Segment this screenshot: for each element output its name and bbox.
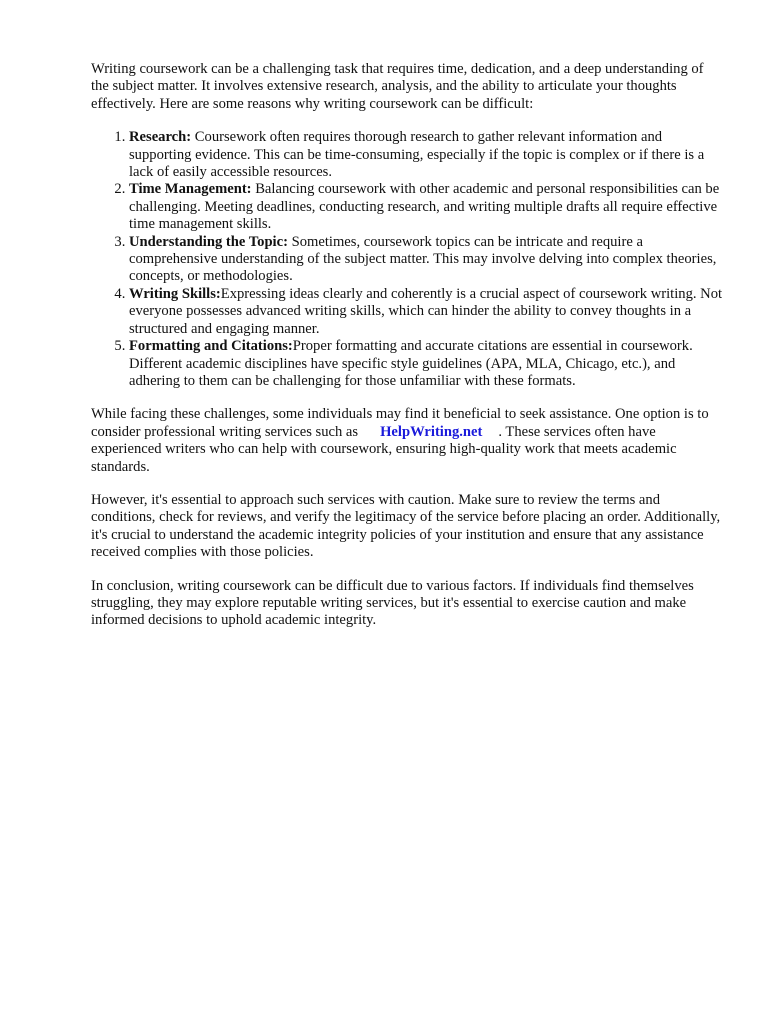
- reason-term: Writing Skills:: [129, 285, 221, 302]
- document-page: [91, 61, 723, 646]
- intro-paragraph: Writing coursework can be a challenging task that requires time, dedication, and a deep understanding of the subject matter. It involves extensive research, analysis, and the ability to articulate your thoughts effectively. Here are some reasons why writing coursework can be difficult:: [91, 61, 704, 112]
- reasons-list: [91, 129, 723, 390]
- assistance-paragraph: [91, 406, 723, 476]
- reason-text: Sometimes, coursework topics can be intricate and require a comprehensive understanding of the subject matter. This may involve delving into complex theories, concepts, or methodologies.: [129, 233, 717, 285]
- reason-term: Time Management:: [129, 181, 252, 198]
- reason-term: Formatting and Citations:: [129, 338, 293, 355]
- list-item: [129, 181, 723, 233]
- reason-text: Balancing coursework with other academic and personal responsibilities can be challenging. Meeting deadlines, conducting research, and writing multiple drafts all require effective time management skills.: [129, 181, 720, 233]
- list-item: [129, 286, 723, 338]
- list-item: [129, 129, 723, 181]
- reason-text: Expressing ideas clearly and coherently is a crucial aspect of coursework writing. Not everyone possesses advanced writing skills, which can hinder the ability to convey thoughts in a structured and engaging manner.: [129, 285, 723, 337]
- reason-term: Research:: [129, 129, 192, 146]
- helpwriting-link[interactable]: HelpWriting.net: [380, 423, 483, 440]
- reason-text: Proper formatting and accurate citations are essential in coursework. Different academic disciplines have specific style guidelines (APA, MLA, Chicago, etc.), and adhering to them can be challenging for those unfamiliar with these formats.: [129, 338, 693, 389]
- caution-paragraph: However, it's essential to approach such services with caution. Make sure to review the terms and conditions, check for reviews, and verify the legitimacy of the service before placing an order. Additionally, it's crucial to understand the academic integrity policies of your institution and ensure that any assistance received complies with those policies.: [91, 491, 721, 561]
- list-item: [129, 234, 723, 286]
- assistance-text-before: While facing these challenges, some individuals may find it beneficial to seek assistance. One option is to consider professional writing services such as: [91, 406, 709, 440]
- reason-text: Coursework often requires thorough research to gather relevant information and supporting evidence. This can be time-consuming, especially if the topic is complex or if there is a lack of easily accessible resources.: [129, 129, 705, 181]
- conclusion-paragraph: In conclusion, writing coursework can be difficult due to various factors. If individuals find themselves struggling, they may explore reputable writing services, but it's essential to exercise caution and make informed decisions to uphold academic integrity.: [91, 577, 694, 629]
- reason-term: Understanding the Topic:: [129, 233, 288, 250]
- list-item: [129, 338, 723, 390]
- assistance-text-after: . These services often have experienced writers who can help with coursework, ensuring high-quality work that meets academic standards.: [91, 423, 677, 475]
